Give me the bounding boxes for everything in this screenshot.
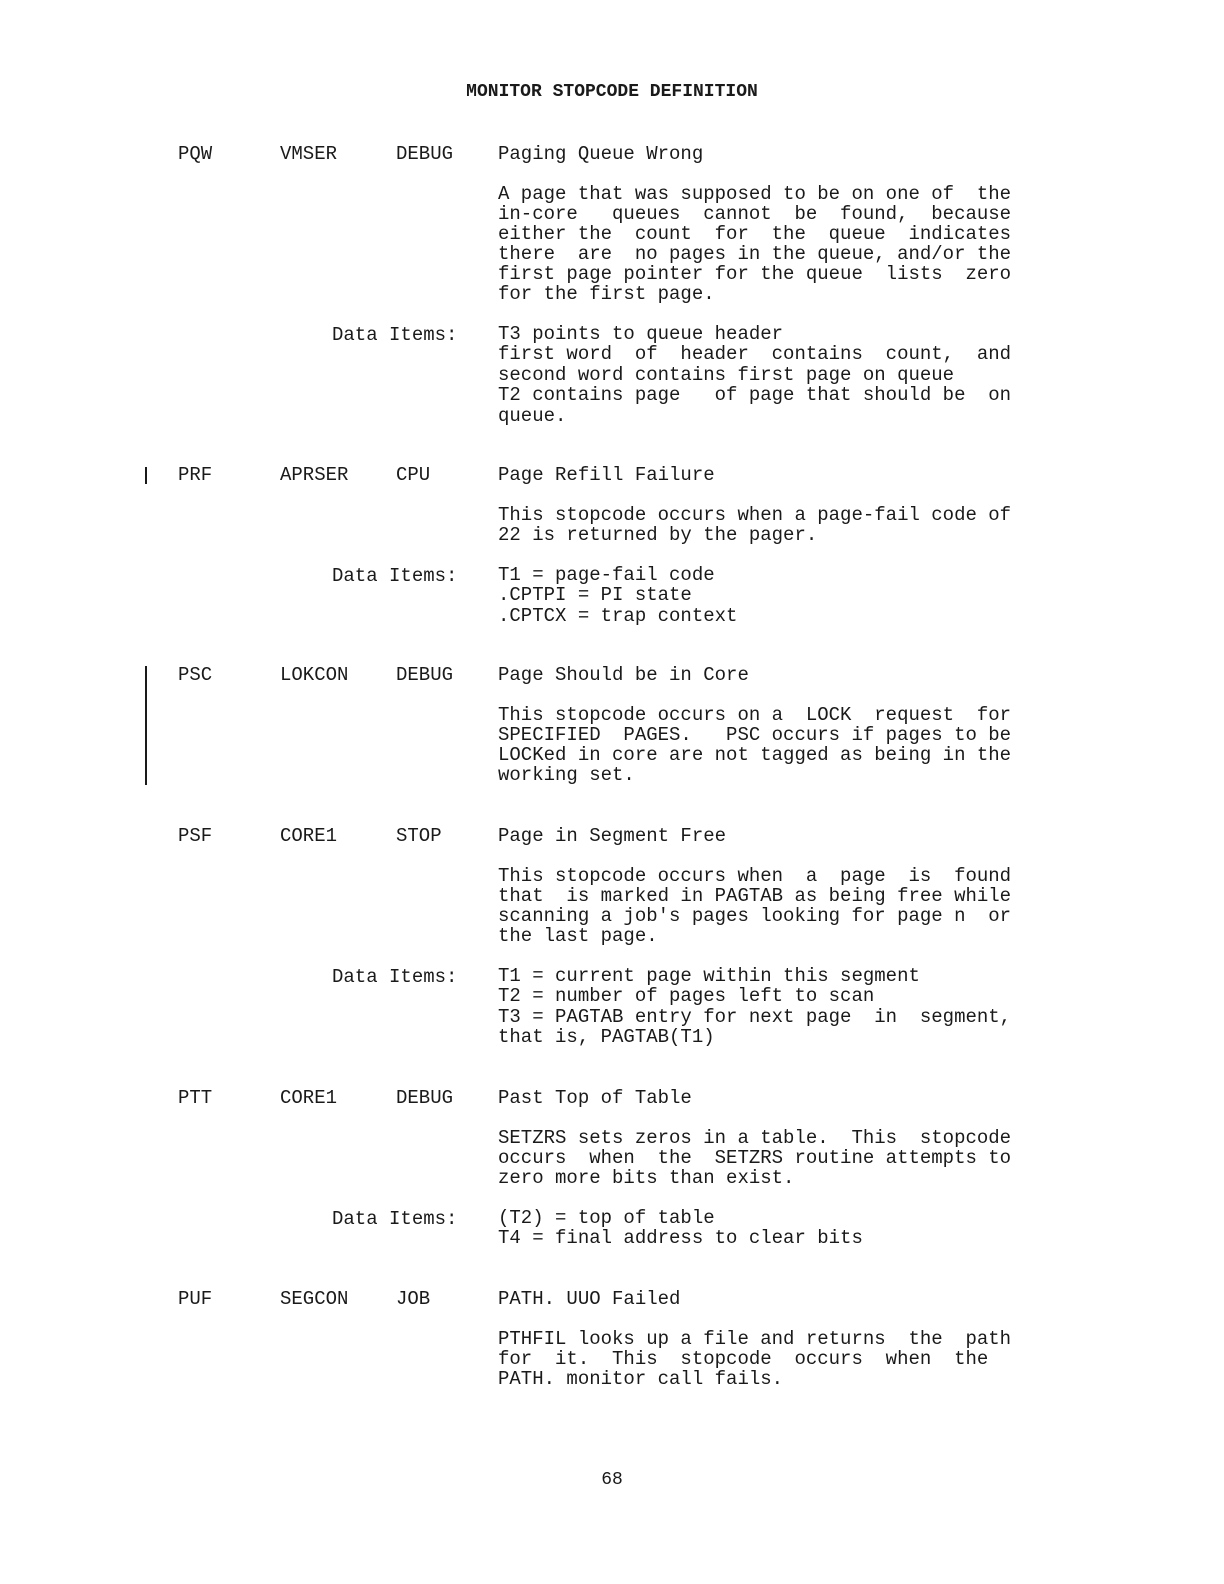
data-item-line: .CPTCX = trap context xyxy=(498,604,738,627)
data-item-line: T3 points to queue header xyxy=(498,323,784,345)
data-item-line: T2 contains page of page that should be on xyxy=(498,384,1012,407)
stopcode-name: Past Top of Table xyxy=(498,1087,692,1109)
stopcode-module: CORE1 xyxy=(280,1087,338,1109)
data-items-list xyxy=(498,565,1074,626)
description-line: This stopcode occurs when a page-fail code of xyxy=(498,504,1012,526)
data-items-label: Data Items: xyxy=(332,565,458,587)
data-items-list xyxy=(498,324,1074,426)
stopcode-name: Paging Queue Wrong xyxy=(498,143,704,165)
data-item-line: that is, PAGTAB(T1) xyxy=(498,1026,715,1049)
data-item-line: T2 = number of pages left to scan xyxy=(498,985,875,1008)
stopcode-name: PATH. UUO Failed xyxy=(498,1288,681,1310)
description-line: This stopcode occurs on a LOCK request for xyxy=(498,704,1012,726)
description-line: first page pointer for the queue lists zero xyxy=(498,263,1012,285)
page-title: MONITOR STOPCODE DEFINITION xyxy=(466,82,758,102)
data-item-line: .CPTPI = PI state xyxy=(498,584,692,607)
stopcode-code: PTT xyxy=(178,1087,213,1109)
description-line: 22 is returned by the pager. xyxy=(498,524,818,546)
stopcode-description xyxy=(498,505,1074,545)
description-line: there are no pages in the queue, and/or the xyxy=(498,243,1012,265)
change-bar xyxy=(145,666,147,785)
description-line: in-core queues cannot be found, because xyxy=(498,203,1012,225)
stopcode-category: JOB xyxy=(396,1288,431,1310)
data-items-label: Data Items: xyxy=(332,1208,458,1230)
stopcode-description xyxy=(498,1128,1074,1188)
data-item-line: T4 = final address to clear bits xyxy=(498,1227,863,1250)
stopcode-category: STOP xyxy=(396,825,442,847)
data-item-line: first word of header contains count, and xyxy=(498,343,1012,366)
stopcode-name: Page Refill Failure xyxy=(498,464,715,486)
stopcode-module: SEGCON xyxy=(280,1288,349,1310)
stopcode-category: CPU xyxy=(396,464,431,486)
description-line: occurs when the SETZRS routine attempts to xyxy=(498,1147,1012,1169)
data-items-label: Data Items: xyxy=(332,966,458,988)
change-bar xyxy=(145,467,147,484)
data-item-line: T1 = page-fail code xyxy=(498,564,715,586)
description-line: SPECIFIED PAGES. PSC occurs if pages to be xyxy=(498,724,1012,746)
description-line: the last page. xyxy=(498,925,658,947)
stopcode-code: PRF xyxy=(178,464,213,486)
description-line: A page that was supposed to be on one of the xyxy=(498,183,1012,205)
description-line: scanning a job's pages looking for page n or xyxy=(498,905,1012,927)
data-items-label: Data Items: xyxy=(332,324,458,346)
data-item-line: second word contains first page on queue xyxy=(498,363,955,386)
stopcode-description xyxy=(498,866,1074,946)
stopcode-category: DEBUG xyxy=(396,143,454,165)
data-item-line: (T2) = top of table xyxy=(498,1207,715,1229)
data-item-line: T3 = PAGTAB entry for next page in segment, xyxy=(498,1005,1012,1028)
description-line: PTHFIL looks up a file and returns the path xyxy=(498,1328,1012,1350)
stopcode-code: PUF xyxy=(178,1288,213,1310)
stopcode-module: CORE1 xyxy=(280,825,338,847)
stopcode-module: LOKCON xyxy=(280,664,349,686)
page-number: 68 xyxy=(601,1470,623,1490)
description-line: PATH. monitor call fails. xyxy=(498,1368,784,1390)
data-items-list xyxy=(498,1208,1074,1249)
description-line: This stopcode occurs when a page is found xyxy=(498,865,1012,887)
stopcode-code: PSC xyxy=(178,664,213,686)
description-line: LOCKed in core are not tagged as being in the xyxy=(498,744,1012,766)
stopcode-category: DEBUG xyxy=(396,1087,454,1109)
stopcode-name: Page Should be in Core xyxy=(498,664,749,686)
description-line: zero more bits than exist. xyxy=(498,1167,795,1189)
data-item-line: queue. xyxy=(498,404,567,427)
stopcode-description xyxy=(498,1329,1074,1389)
stopcode-module: VMSER xyxy=(280,143,338,165)
stopcode-code: PQW xyxy=(178,143,213,165)
stopcode-description xyxy=(498,705,1074,785)
stopcode-description xyxy=(498,184,1074,304)
description-line: either the count for the queue indicates xyxy=(498,223,1012,245)
description-line: working set. xyxy=(498,764,635,786)
stopcode-name: Page in Segment Free xyxy=(498,825,727,847)
description-line: that is marked in PAGTAB as being free while xyxy=(498,885,1012,907)
data-items-list xyxy=(498,966,1074,1048)
stopcode-module: APRSER xyxy=(280,464,349,486)
data-item-line: T1 = current page within this segment xyxy=(498,965,920,987)
stopcode-category: DEBUG xyxy=(396,664,454,686)
description-line: for it. This stopcode occurs when the xyxy=(498,1348,989,1370)
description-line: for the first page. xyxy=(498,283,715,305)
description-line: SETZRS sets zeros in a table. This stopcode xyxy=(498,1127,1012,1149)
stopcode-code: PSF xyxy=(178,825,213,847)
